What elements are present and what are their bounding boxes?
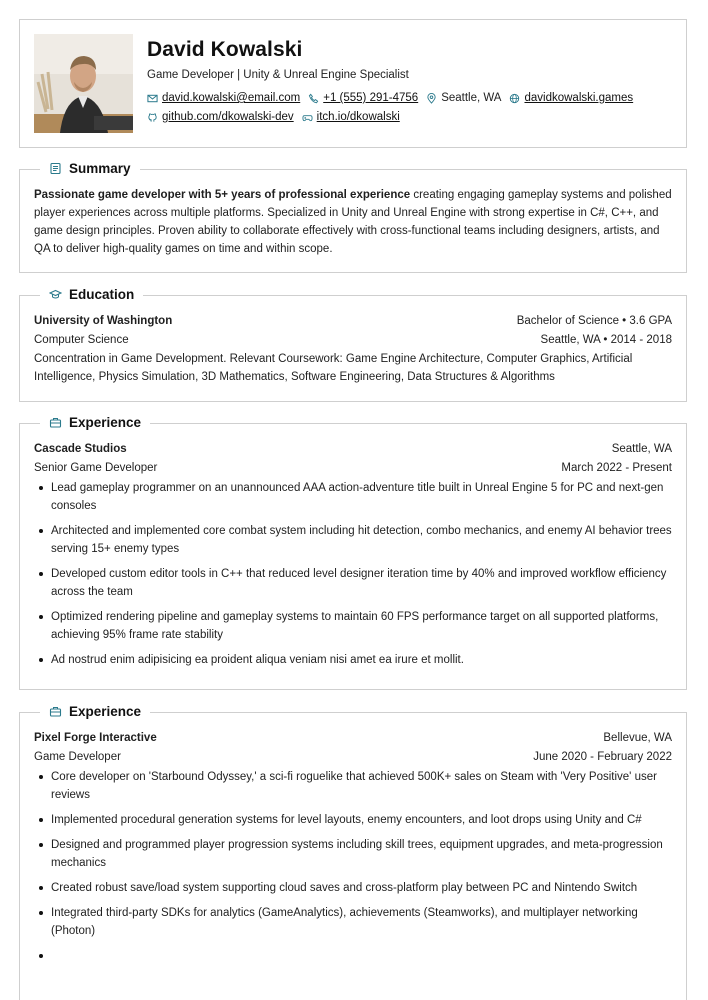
company-location: Seattle, WA bbox=[611, 443, 672, 455]
document-icon bbox=[49, 162, 62, 175]
itch-contact[interactable] bbox=[302, 111, 400, 123]
company-name: Pixel Forge Interactive bbox=[34, 732, 157, 744]
job-role: Senior Game Developer bbox=[34, 462, 158, 474]
email-link[interactable]: david.kowalski@email.com bbox=[162, 92, 301, 104]
field-of-study: Computer Science bbox=[34, 334, 129, 346]
company-name: Cascade Studios bbox=[34, 443, 127, 455]
education-section bbox=[19, 287, 687, 402]
summary-body: creating engaging gameplay systems and polished player experiences across multiple platforms. Specialized in Unity and Unreal Engine with strong expertise in C#, C++, and game design principles. Proven ability to collaborate effectively with cross-functional teams including designers, artists, and QA to deliver high-quality games on time and within scope. bbox=[34, 189, 672, 255]
mail-icon bbox=[147, 93, 158, 104]
briefcase-icon bbox=[49, 705, 62, 718]
github-link[interactable]: github.com/dkowalski-dev bbox=[162, 111, 294, 123]
gamepad-icon bbox=[302, 112, 313, 123]
summary-heading bbox=[40, 161, 140, 176]
experience-title: Experience bbox=[69, 415, 142, 430]
school-name: University of Washington bbox=[34, 315, 173, 327]
education-details: Concentration in Game Development. Relevant Coursework: Game Engine Architecture, Computer Graphics, Artificial Intelligence, Physics Simulation, 3D Mathematics, Software Engineering, Data Structures & Algorithms bbox=[34, 353, 633, 383]
github-contact[interactable] bbox=[147, 111, 294, 123]
summary-text bbox=[34, 186, 672, 258]
location-contact bbox=[426, 92, 501, 104]
list-item: Developed custom editor tools in C++ that reduced level designer iteration time by 40% and improved workflow efficiency across the team bbox=[34, 565, 672, 601]
list-item: Ad nostrud enim adipisicing ea proident aliqua veniam nisi amet ea irure et mollit. bbox=[34, 651, 672, 669]
education-location-dates: Seattle, WA • 2014 - 2018 bbox=[540, 334, 672, 346]
experience-heading bbox=[40, 704, 150, 719]
website-link[interactable]: davidkowalski.games bbox=[524, 92, 634, 104]
experience-bullets bbox=[34, 479, 672, 669]
candidate-title: Game Developer | Unity & Unreal Engine Specialist bbox=[147, 69, 409, 81]
company-location: Bellevue, WA bbox=[603, 732, 672, 744]
list-item: Architected and implemented core combat system including hit detection, combo mechanics, and enemy AI behavior trees serving 15+ enemy types bbox=[34, 522, 672, 558]
summary-lead: Passionate game developer with 5+ years of professional experience bbox=[34, 189, 411, 201]
list-item: Core developer on 'Starbound Odyssey,' a sci-fi roguelike that achieved 500K+ sales on Steam with 'Very Positive' user reviews bbox=[34, 768, 672, 804]
experience-title: Experience bbox=[69, 704, 142, 719]
email-contact[interactable] bbox=[147, 92, 300, 104]
graduation-cap-icon bbox=[49, 288, 62, 301]
degree: Bachelor of Science • 3.6 GPA bbox=[516, 315, 672, 327]
contact-row-secondary bbox=[147, 111, 400, 123]
experience-row-2 bbox=[34, 748, 672, 767]
experience-body bbox=[34, 729, 672, 972]
summary-section bbox=[19, 161, 687, 273]
list-item: Implemented procedural generation systems for level layouts, enemy encounters, and loot drops using Unity and C# bbox=[34, 811, 672, 829]
job-dates: March 2022 - Present bbox=[561, 462, 672, 474]
summary-title: Summary bbox=[69, 161, 131, 176]
education-row-2 bbox=[34, 331, 672, 350]
phone-contact[interactable] bbox=[308, 92, 418, 104]
experience-row-1 bbox=[34, 440, 672, 459]
profile-photo bbox=[34, 34, 133, 133]
itch-link[interactable]: itch.io/dkowalski bbox=[316, 111, 400, 123]
education-heading bbox=[40, 287, 143, 302]
experience-body bbox=[34, 440, 672, 676]
website-contact[interactable] bbox=[509, 92, 633, 104]
list-item: Lead gameplay programmer on an unannounced AAA action-adventure title built in Unreal Engine 5 for PC and next-gen consoles bbox=[34, 479, 672, 515]
list-item: Optimized rendering pipeline and gameplay systems to maintain 60 FPS performance target on all supported platforms, achieving 95% frame rate stability bbox=[34, 608, 672, 644]
list-item: Created robust save/load system supporting cloud saves and cross-platform play between PC and Nintendo Switch bbox=[34, 879, 672, 897]
job-role: Game Developer bbox=[34, 751, 121, 763]
list-item: Integrated third-party SDKs for analytics (GameAnalytics), achievements (Steamworks), and multiplayer networking (Photon) bbox=[34, 904, 672, 940]
briefcase-icon bbox=[49, 416, 62, 429]
globe-icon bbox=[509, 93, 520, 104]
location-pin-icon bbox=[426, 93, 437, 104]
list-item: Designed and programmed player progression systems including skill trees, equipment upgrades, and meta-progression mechanics bbox=[34, 836, 672, 872]
phone-icon bbox=[308, 93, 319, 104]
education-body bbox=[34, 312, 672, 386]
experience-heading bbox=[40, 415, 150, 430]
experience-row-1 bbox=[34, 729, 672, 748]
job-dates: June 2020 - February 2022 bbox=[533, 751, 672, 763]
github-icon bbox=[147, 112, 158, 123]
education-row-1 bbox=[34, 312, 672, 331]
list-item bbox=[34, 947, 672, 965]
candidate-name: David Kowalski bbox=[147, 38, 303, 61]
contact-row-primary bbox=[147, 92, 633, 104]
experience-section-2 bbox=[19, 704, 687, 1000]
experience-row-2 bbox=[34, 459, 672, 478]
resume-header bbox=[19, 19, 687, 148]
education-title: Education bbox=[69, 287, 135, 302]
location-text: Seattle, WA bbox=[441, 92, 502, 104]
experience-bullets bbox=[34, 768, 672, 965]
experience-section-1 bbox=[19, 415, 687, 690]
phone-link[interactable]: +1 (555) 291-4756 bbox=[323, 92, 419, 104]
